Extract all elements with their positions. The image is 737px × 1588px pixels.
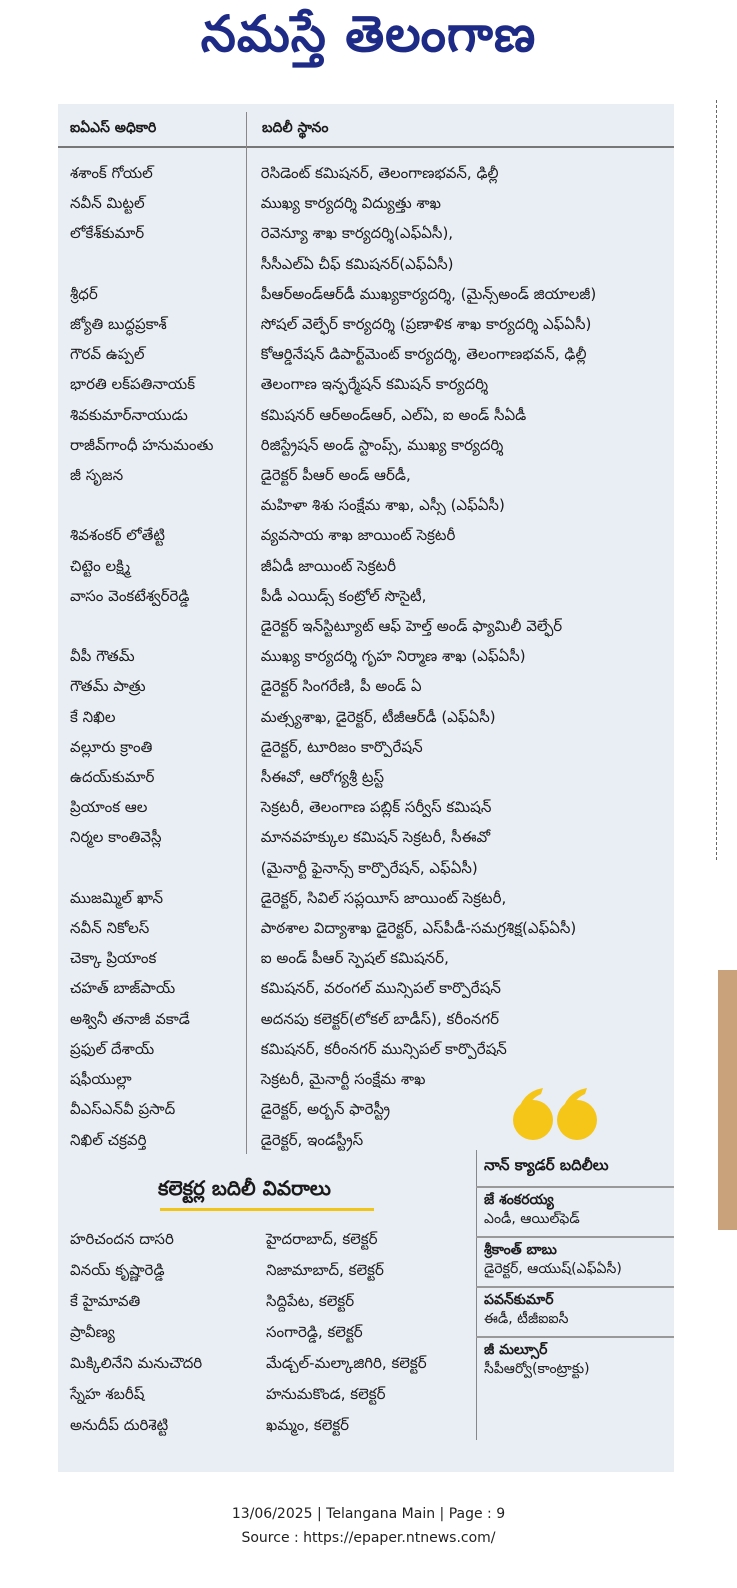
posting: రెసిడెంట్ కమిషనర్, తెలంగాణభవన్, ఢిల్లీ <box>260 164 499 182</box>
posting: పీడీ ఎయిడ్స్ కంట్రోల్ సొసైటీ, <box>260 586 427 605</box>
officer-name: ముజమ్మిల్ ఖాన్ <box>70 888 163 907</box>
non-cadre-heading: నాన్ క్యాడర్ బదిలీలు <box>484 1156 609 1174</box>
collector-posting: హైదరాబాద్, కలెక్టర్ <box>266 1230 378 1248</box>
posting: డైరెక్టర్, అర్బన్ ఫారెస్ట్రీ <box>260 1100 391 1119</box>
table-row <box>58 249 674 279</box>
officer-name: రాజీవ్‌గాంధీ హనుమంతు <box>70 435 214 454</box>
collector-row <box>58 1410 478 1441</box>
collector-posting: నిజామాబాద్, కలెక్టర్ <box>266 1261 384 1279</box>
adjacent-column-text <box>716 1300 737 1470</box>
table-row <box>58 218 674 248</box>
officer-name: ప్రఫుల్ దేశాయ్ <box>70 1039 155 1058</box>
collector-name: మిక్కిలినేని మనుచౌదరి <box>70 1354 203 1372</box>
non-cadre-item <box>476 1336 674 1386</box>
table-row <box>58 339 674 369</box>
posting: రెవెన్యూ శాఖ కార్యదర్శి(ఎఫ్ఏసీ), <box>260 224 454 243</box>
officer-name: షఫీయుల్లా <box>70 1070 132 1089</box>
collector-name: కే హైమావతి <box>70 1292 141 1310</box>
officer-name: శ్రీధర్ <box>70 284 98 303</box>
table-row <box>58 1034 674 1064</box>
posting: డైరెక్టర్, టూరిజం కార్పొరేషన్ <box>260 737 423 756</box>
collectors-heading-underline <box>160 1208 374 1211</box>
non-cadre-item <box>476 1186 674 1236</box>
collector-row <box>58 1317 478 1348</box>
non-cadre-posting: సీపీఆర్వో(కాంట్రాక్టు) <box>484 1361 590 1377</box>
officer-name: శివకుమార్‌నాయుడు <box>70 405 188 424</box>
collectors-table <box>58 1224 478 1441</box>
table-row <box>58 520 674 550</box>
collectors-heading: కలెక్టర్ల బదిలీ వివరాలు <box>158 1176 331 1200</box>
collector-row <box>58 1255 478 1286</box>
posting: డైరెక్టర్ ఇన్‌స్టిట్యూట్ ఆఫ్ హెల్త్ అండ్ ఫ్యామిలీ వెల్ఫేర్ <box>260 617 563 636</box>
table-row <box>58 1004 674 1034</box>
posting: కమిషనర్, వరంగల్ మున్సిపల్ కార్పొరేషన్ <box>260 979 501 998</box>
table-row <box>58 369 674 399</box>
officer-name: శివశంకర్ లోతేట్టి <box>70 526 165 545</box>
posting: జీఏడీ జాయింట్ సెక్రటరీ <box>260 556 397 575</box>
officer-name: వాసం వెంకటేశ్వర్‌రెడ్డి <box>70 586 190 605</box>
officer-name <box>58 853 257 883</box>
table-row <box>58 581 674 611</box>
table-row <box>58 430 674 460</box>
officer-name: కే నిఖిల <box>70 707 116 726</box>
posting: తెలంగాణ ఇన్ఫర్మేషన్ కమిషన్ కార్యదర్శి <box>260 375 489 394</box>
officer-name: నవీన్ మిట్టల్ <box>70 194 145 213</box>
table-row <box>58 732 674 762</box>
collector-name: ప్రావీణ్య <box>70 1323 115 1341</box>
table-header <box>58 116 674 148</box>
officer-name: ఉదయ్‌కుమార్ <box>70 768 155 787</box>
posting: కమిషనర్, కరీంనగర్ మున్సిపల్ కార్పొరేషన్ <box>260 1039 507 1058</box>
posting: సీసీఎల్ఏ చీఫ్ కమిషనర్(ఎఫ్ఏసీ) <box>260 254 454 273</box>
table-row <box>58 611 674 641</box>
collector-posting: సిద్దిపేట, కలెక్టర్ <box>266 1292 355 1310</box>
officer-name <box>58 249 257 279</box>
officer-name: నిఖిల్ చక్రవర్తి <box>70 1130 147 1149</box>
non-cadre-name: పవన్‌కుమార్ <box>484 1292 554 1308</box>
table-row <box>58 400 674 430</box>
collector-row <box>58 1286 478 1317</box>
officer-name <box>58 490 257 520</box>
collector-row <box>58 1379 478 1410</box>
adjacent-photo <box>718 970 737 1230</box>
officer-name: నవీన్ నికోలస్ <box>70 919 150 938</box>
officer-name: నిర్మల కాంతివెస్లీ <box>70 828 162 847</box>
officer-name: గౌతమ్ పాత్రు <box>70 677 146 696</box>
table-row <box>58 762 674 792</box>
officer-name: జ్యోతి బుద్ధప్రకాశ్ <box>70 315 167 334</box>
newspaper-title: నమస్తే తెలంగాణ <box>200 4 537 63</box>
officer-name: శశాంక్ గోయల్ <box>70 164 153 182</box>
table-row <box>58 460 674 490</box>
collector-name: హరిచందన దాసరి <box>70 1230 174 1248</box>
posting: రిజిస్ట్రేషన్ అండ్ స్టాంప్స్, ముఖ్య కార్యదర్శి <box>260 435 504 454</box>
posting: కమిషనర్ ఆర్అండ్ఆర్, ఎల్ఏ, ఐ అండ్ సీఏడీ <box>260 405 527 424</box>
table-row <box>58 671 674 701</box>
posting: డైరెక్టర్, ఇండస్ట్రీస్ <box>260 1130 364 1149</box>
posting: మత్స్యశాఖ, డైరెక్టర్, టీజీఆర్‌డీ (ఎఫ్ఏసీ) <box>260 707 496 726</box>
posting: ఐ అండ్ పీఆర్ స్పెషల్ కమిషనర్, <box>260 949 449 968</box>
collector-row <box>58 1348 478 1379</box>
posting: డైరెక్టర్, సివిల్ సప్లయీస్ జాయింట్ సెక్రటరీ, <box>260 888 507 907</box>
officer-name: వీఎస్ఎన్‌వీ ప్రసాద్ <box>70 1100 176 1119</box>
table-row <box>58 853 674 883</box>
officer-name <box>58 611 257 641</box>
officer-name: చెక్కా ప్రియాంక <box>70 949 157 968</box>
posting: పాఠశాల విద్యాశాఖ డైరెక్టర్, ఎస్‌పీడీ-సమగ్రశిక్ష(ఎఫ్ఏసీ) <box>260 919 577 938</box>
table-row <box>58 279 674 309</box>
non-cadre-item <box>476 1286 674 1336</box>
table-row <box>58 883 674 913</box>
posting: ముఖ్య కార్యదర్శి విద్యుత్తు శాఖ <box>260 194 441 213</box>
officer-name: భారతి లక్‌పతినాయక్ <box>70 375 196 394</box>
posting: మహిళా శిశు సంక్షేమ శాఖ, ఎస్సీ (ఎఫ్ఏసీ) <box>260 496 505 515</box>
table-row <box>58 973 674 1003</box>
posting: (మైనార్టీ ఫైనాన్స్ కార్పొరేషన్, ఎఫ్ఏసీ) <box>260 858 478 877</box>
posting: డైరెక్టర్ సింగరేణి, పీ అండ్ ఏ <box>260 677 422 696</box>
officer-name: లోకేశ్‌కుమార్ <box>70 224 145 243</box>
table-row <box>58 641 674 671</box>
table-row <box>58 551 674 581</box>
collector-name: స్నేహ శబరీష్ <box>70 1385 145 1403</box>
table-row <box>58 309 674 339</box>
masthead <box>0 4 737 84</box>
table-row <box>58 490 674 520</box>
footer-source: Source : https://epaper.ntnews.com/ <box>241 1530 496 1546</box>
non-cadre-name: జే శంకరయ్య <box>484 1192 554 1208</box>
posting: సీఈవో, ఆరోగ్యశ్రీ ట్రస్ట్ <box>260 768 385 787</box>
footer-date-page: 13/06/2025 | Telangana Main | Page : 9 <box>231 1506 506 1522</box>
posting: వ్యవసాయ శాఖ జాయింట్ సెక్రటరీ <box>260 526 456 545</box>
non-cadre-posting: ఎండీ, ఆయిల్‌ఫెడ్ <box>484 1211 580 1227</box>
column-header-posting: బదిలీ స్థానం <box>262 120 329 136</box>
officer-name: అశ్వినీ తనాజీ వకాడే <box>70 1009 190 1028</box>
quote-mark-icon <box>503 1086 599 1146</box>
officer-name: ప్రియాంక ఆల <box>70 798 148 817</box>
collector-posting: హనుమకొండ, కలెక్టర్ <box>266 1385 386 1403</box>
non-cadre-item <box>476 1236 674 1286</box>
posting: మానవహక్కుల కమిషన్ సెక్రటరీ, సీఈవో <box>260 828 491 847</box>
collector-row <box>58 1224 478 1255</box>
posting: పీఆర్అండ్ఆర్‌డీ ముఖ్యకార్యదర్శి, (మైన్స్అండ్ జియాలజీ) <box>260 284 597 303</box>
posting: ముఖ్య కార్యదర్శి గృహ నిర్మాణ శాఖ (ఎఫ్ఏసీ) <box>260 647 526 666</box>
table-row <box>58 158 674 188</box>
non-cadre-box <box>476 1150 674 1386</box>
officer-name: చహత్ బాజ్‌పాయ్ <box>70 979 176 998</box>
officer-name: వీపీ గౌతమ్ <box>70 647 135 666</box>
posting: సెక్రటరీ, తెలంగాణ పబ్లిక్ సర్వీస్ కమిషన్ <box>260 798 492 817</box>
non-cadre-name: జీ మల్సూర్ <box>484 1342 548 1358</box>
table-row <box>58 913 674 943</box>
officer-name: వల్లూరు క్రాంతి <box>70 737 153 756</box>
collector-posting: మేడ్చల్-మల్కాజిగిరి, కలెక్టర్ <box>266 1354 427 1372</box>
posting: అదనపు కలెక్టర్(లోకల్ బాడీస్), కరీంనగర్ <box>260 1009 499 1028</box>
officer-name: చిట్టెం లక్ష్మి <box>70 556 131 575</box>
table-row <box>58 943 674 973</box>
non-cadre-posting: డైరెక్టర్, ఆయుష్(ఎఫ్ఏసీ) <box>484 1261 622 1277</box>
column-header-officer: ఐఏఎస్ అధికారి <box>70 120 157 136</box>
posting: సోషల్ వెల్ఫేర్ కార్యదర్శి (ప్రణాళిక శాఖ కార్యదర్శి ఎఫ్ఏసీ) <box>260 315 592 334</box>
table-row <box>58 792 674 822</box>
collector-posting: ఖమ్మం, కలెక్టర్ <box>266 1416 350 1434</box>
officer-name: జీ సృజన <box>70 466 124 485</box>
officer-name: గౌరవ్ ఉప్పల్ <box>70 345 145 364</box>
collector-name: అనుదీప్ దురిశెట్టి <box>70 1416 169 1434</box>
non-cadre-name: శ్రీకాంత్ బాబు <box>484 1242 557 1258</box>
adjacent-column-divider <box>716 100 718 860</box>
table-row <box>58 188 674 218</box>
non-cadre-posting: ఈడీ, టీజీఐఐసీ <box>484 1311 569 1327</box>
transfer-table <box>58 158 674 1155</box>
table-row <box>58 702 674 732</box>
table-row <box>58 822 674 852</box>
posting: డైరెక్టర్ పీఆర్ అండ్ ఆర్‌డీ, <box>260 466 411 485</box>
posting: కోఆర్డినేషన్ డిపార్ట్‌మెంట్ కార్యదర్శి, తెలంగాణభవన్, ఢిల్లీ <box>260 345 587 364</box>
posting: సెక్రటరీ, మైనార్టీ సంక్షేమ శాఖ <box>260 1070 426 1089</box>
collector-name: వినయ్ కృష్ణారెడ్డి <box>70 1261 165 1279</box>
collector-posting: సంగారెడ్డి, కలెక్టర్ <box>266 1323 363 1341</box>
